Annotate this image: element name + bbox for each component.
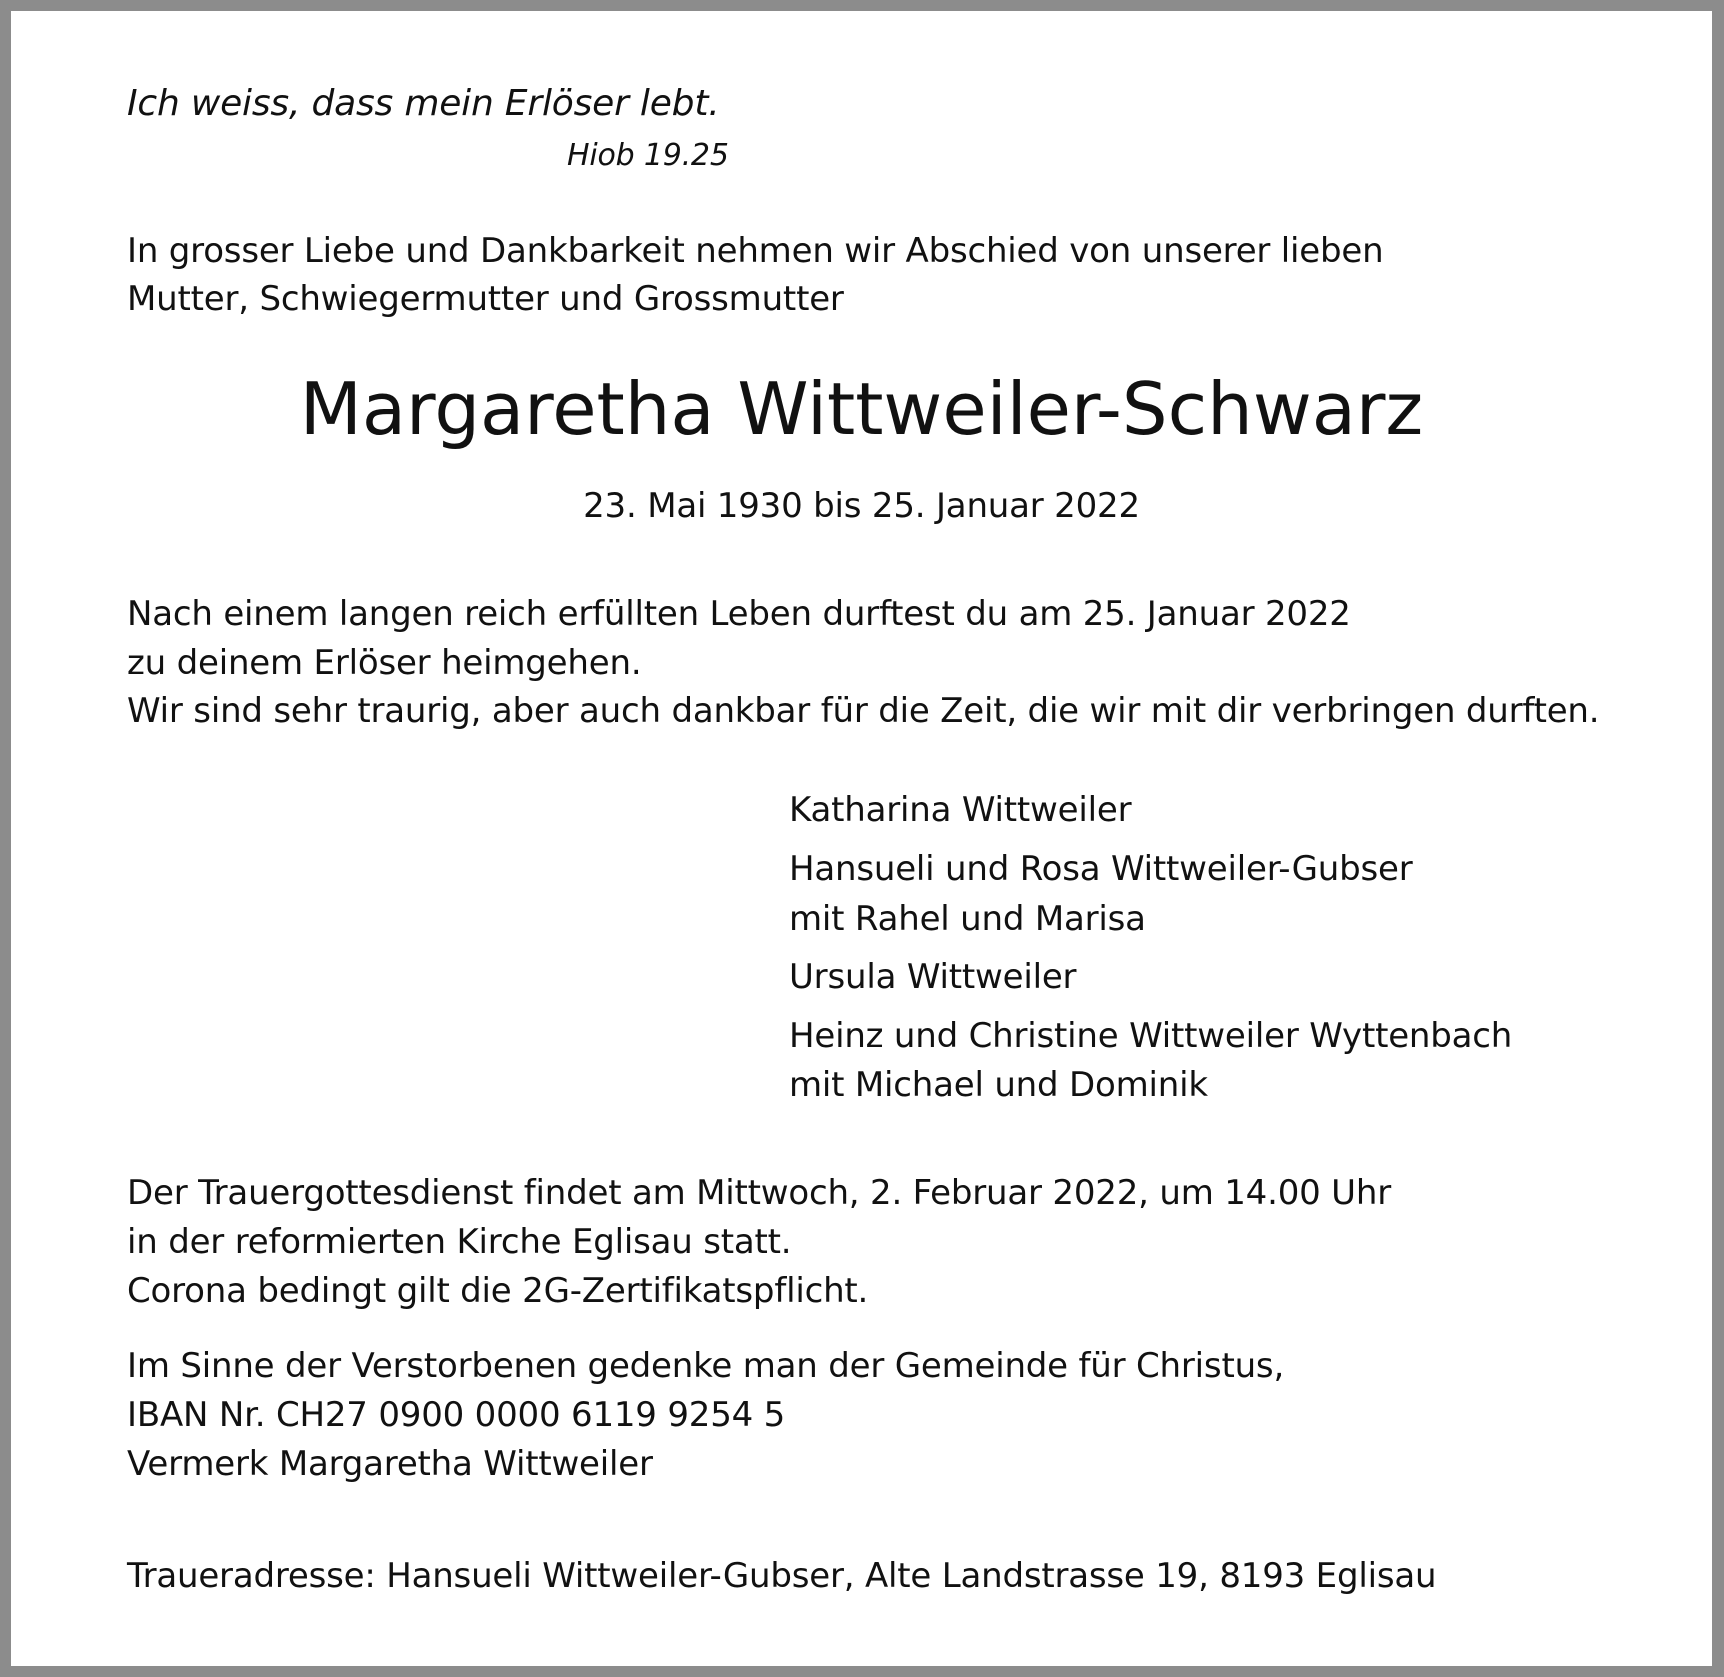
message-line-3: Wir sind sehr traurig, aber auch dankbar für die Zeit, die wir mit dir verbringen durften. (127, 691, 1600, 731)
family-member: mit Rahel und Marisa (789, 899, 1146, 939)
family-member: Heinz und Christine Wittweiler Wyttenbach (789, 1016, 1513, 1056)
donation-line-3: Vermerk Margaretha Wittweiler (127, 1444, 653, 1484)
family-member: Katharina Wittweiler (789, 790, 1132, 830)
family-member: Hansueli und Rosa Wittweiler-Gubser (789, 849, 1413, 889)
intro-line-1: In grosser Liebe und Dankbarkeit nehmen wir Abschied von unserer lieben (127, 231, 1384, 271)
service-line-2: in der reformierten Kirche Eglisau statt. (127, 1222, 792, 1262)
deceased-dates: 23. Mai 1930 bis 25. Januar 2022 (583, 486, 1140, 526)
mourning-address: Traueradresse: Hansueli Wittweiler-Gubser, Alte Landstrasse 19, 8193 Eglisau (127, 1556, 1437, 1596)
family-member: Ursula Wittweiler (789, 957, 1077, 997)
service-line-1: Der Trauergottesdienst findet am Mittwoch, 2. Februar 2022, um 14.00 Uhr (127, 1173, 1391, 1213)
message-line-1: Nach einem langen reich erfüllten Leben durftest du am 25. Januar 2022 (127, 594, 1351, 634)
family-member: mit Michael und Dominik (789, 1065, 1208, 1105)
donation-line-2: IBAN Nr. CH27 0900 0000 6119 9254 5 (127, 1395, 786, 1435)
donation-line-1: Im Sinne der Verstorbenen gedenke man der Gemeinde für Christus, (127, 1346, 1285, 1386)
service-line-3: Corona bedingt gilt die 2G-Zertifikatspflicht. (127, 1271, 869, 1311)
obituary-notice (11, 11, 1712, 1666)
intro-line-2: Mutter, Schwiegermutter und Grossmutter (127, 279, 844, 319)
bible-verse: Ich weiss, dass mein Erlöser lebt. (127, 83, 720, 124)
message-line-2: zu deinem Erlöser heimgehen. (127, 643, 642, 683)
deceased-name: Margaretha Wittweiler-Schwarz (299, 367, 1424, 451)
bible-verse-reference: Hiob 19.25 (567, 138, 729, 173)
